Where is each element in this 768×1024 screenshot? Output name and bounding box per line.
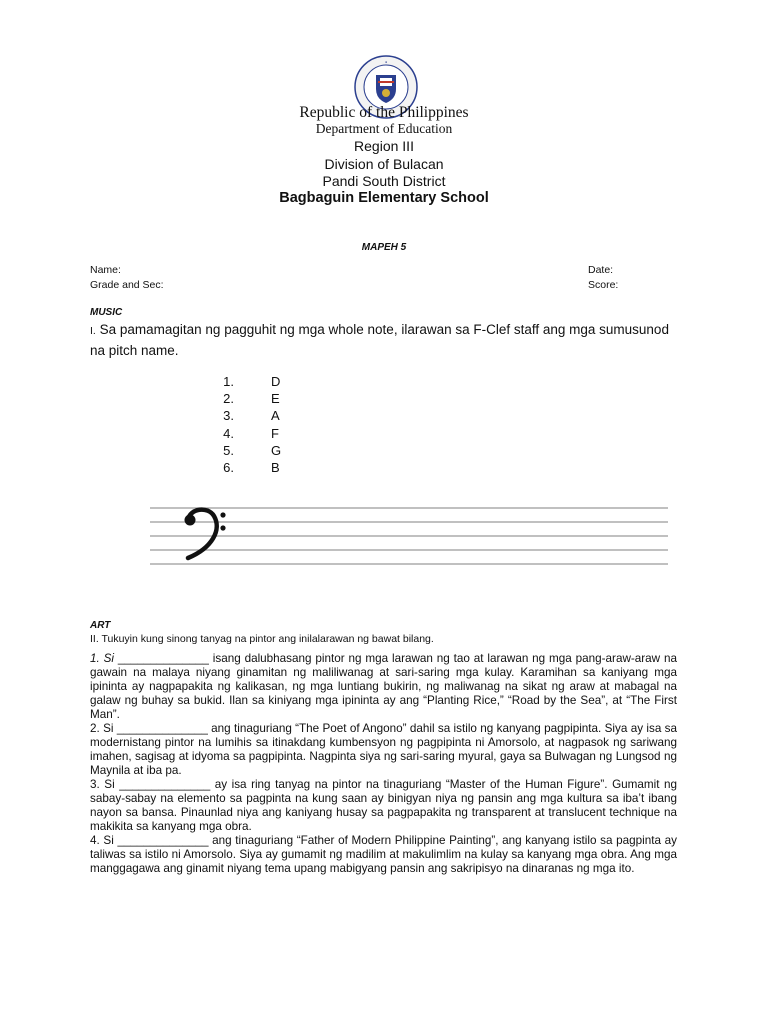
music-instruction — [90, 320, 675, 360]
pitch-number: 2. — [223, 391, 234, 406]
subject-title: MAPEH 5 — [361, 242, 407, 253]
pitch-number: 4. — [223, 426, 234, 441]
art-item — [90, 778, 677, 834]
music-instruction-text: Sa pamamagitan ng pagguhit ng mga whole note, ilarawan sa F-Clef staff ang mga sumusunod na pitch name. — [90, 322, 669, 358]
art-section-title: ART — [90, 620, 111, 631]
pitch-name: D — [271, 374, 281, 389]
pitch-number: 6. — [223, 460, 234, 475]
art-item-lead: 3. Si — [90, 778, 115, 791]
school-heading: Bagbaguin Elementary School — [279, 190, 489, 206]
department-heading: Department of Education — [315, 121, 453, 136]
art-item-text: ______________ isang dalubhasang pintor ng mga larawan ng tao at larawan ng mga pang-araw-araw na gawain na malaya niyang ginamitan ng maliliwanag at sari-saring mga kulay. Karamihan sa kaniyang mga ipininta ay nagpapakita ng kalikasan, ng mga luntiang bukirin, ng maliwanag na sikat ng araw at mabagal na galaw ng buhay sa bukid. Ilan sa kiniyang mga ipininta ay ang “Planting Rice,” “Road by the Sea”, at “The First Man”. — [90, 652, 677, 721]
date-label: Date: — [588, 264, 614, 276]
republic-heading: Republic of the Philippines — [299, 104, 469, 121]
art-item-text: ______________ ang tinaguriang “The Poet of Angono” dahil sa istilo ng kanyang pagpipinta. Siya ay isa sa modernistang pintor na lumihis sa itinakdang kumbensyon ng pagpipinta ni Amorsolo, at nagpasok ng sariwang imahen, sagisag at idyoma sa pagpipinta. Nagpinta siya ng sari-saring myural, gaya sa Bulwagan ng Lungsod ng Maynila at iba pa. — [90, 722, 678, 777]
art-item-lead: 1. Si — [90, 652, 115, 665]
division-heading: Division of Bulacan — [324, 156, 444, 172]
music-numeral: I. — [90, 325, 96, 337]
pitch-number: 1. — [223, 374, 234, 389]
pitch-name: F — [271, 426, 279, 441]
region-heading: Region III — [354, 138, 414, 154]
pitch-name: B — [271, 460, 280, 475]
art-item — [90, 652, 677, 722]
art-item-lead: 2. Si — [90, 722, 114, 735]
f-clef-staff[interactable] — [150, 498, 668, 570]
pitch-name: G — [271, 443, 282, 458]
score-label: Score: — [588, 279, 619, 291]
art-instruction: II. Tukuyin kung sinong tanyag na pintor ang inilalarawan ng bawat bilang. — [90, 633, 434, 645]
bass-clef-icon — [185, 510, 226, 558]
art-item-text: ______________ ay isa ring tanyag na pintor na tinaguriang “Master of the Human Figure”. Gumamit ng sabay-sabay na elemento sa pagpinta na kung saan ay binigyan niya ng pansin ang mga kultura sa iba’t ibang nayon sa bansa. Pinaunlad niya ang kaniyang husay sa pagpapakita ng transparent at translucent technique na makikita sa kanyang mga obra. — [90, 778, 677, 833]
district-heading: Pandi South District — [322, 173, 446, 189]
grade-label: Grade and Sec: — [90, 279, 164, 291]
pitch-number: 5. — [223, 443, 234, 458]
art-item-lead: 4. Si — [90, 834, 114, 847]
svg-text:●: ● — [384, 60, 388, 64]
pitch-name: A — [271, 408, 280, 423]
art-item-text: ______________ ang tinaguriang “Father of Modern Philippine Painting”, ang kanyang istilo sa pagpinta ay taliwas sa istilo ni Amorsolo. Siya ay gumamit ng madilim at makulimlim na kulay sa kanyang mga obra. Ang mga manggagawa ang ginamit niyang tema upang mabigyang pansin ang sakripisyo na dinaranas ng mga ito. — [90, 834, 677, 875]
name-label: Name: — [90, 264, 121, 276]
music-section-title: MUSIC — [90, 307, 123, 318]
staff-lines — [150, 508, 668, 564]
pitch-name: E — [271, 391, 280, 406]
pitch-number: 3. — [223, 408, 234, 423]
art-item — [90, 722, 677, 778]
art-item — [90, 834, 677, 876]
